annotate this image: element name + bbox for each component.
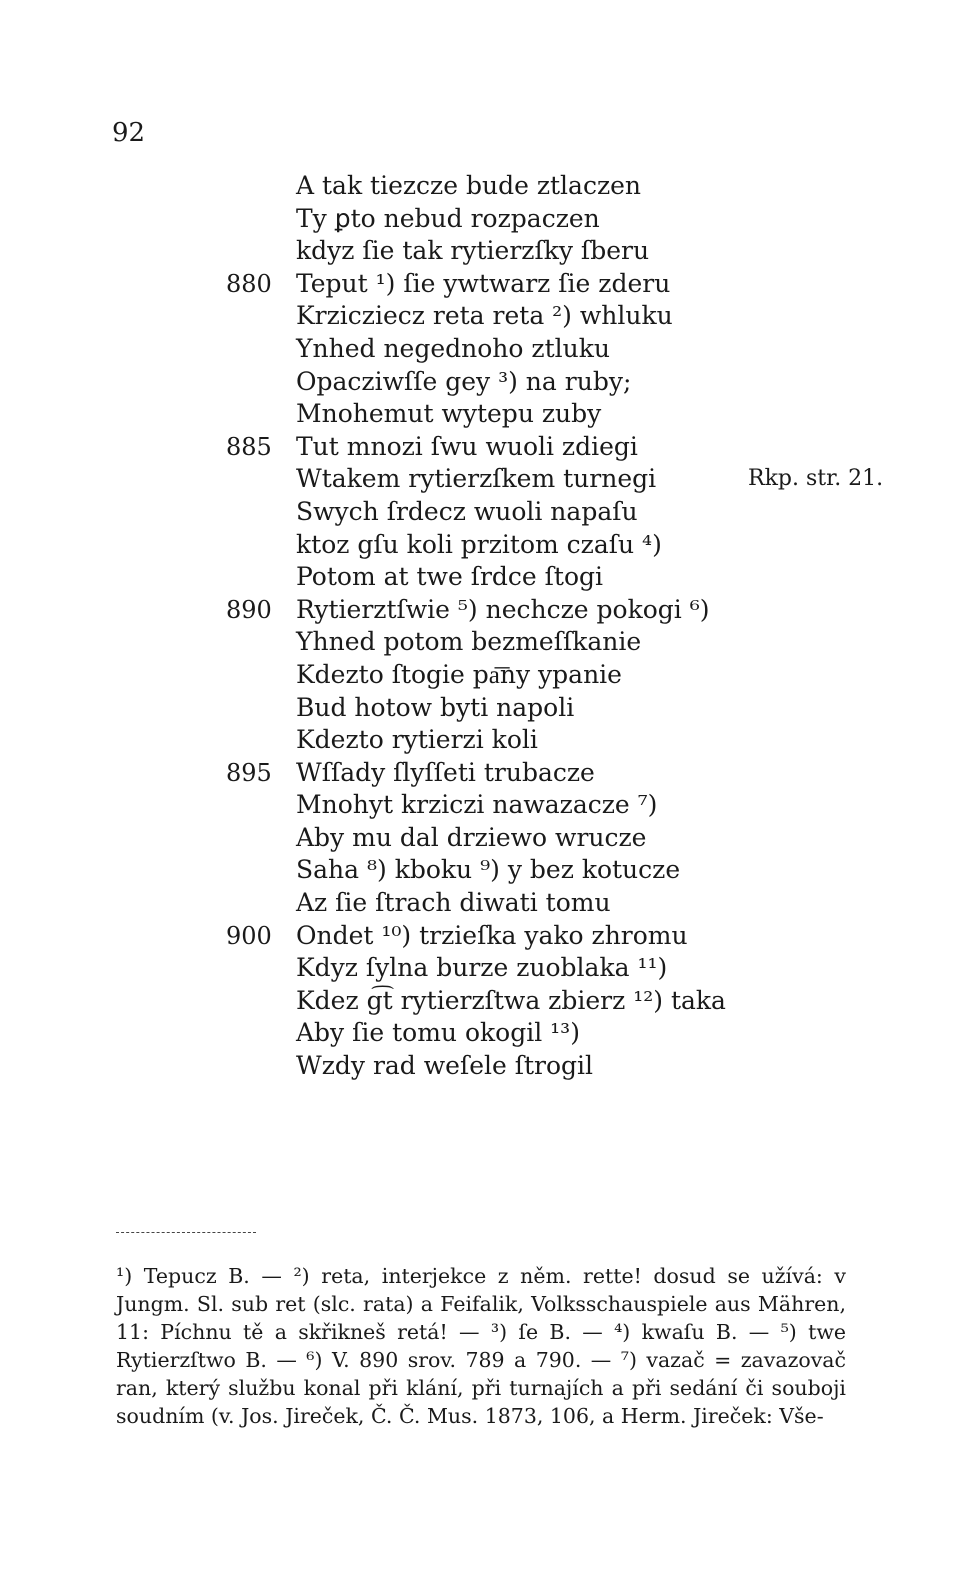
verse-text: Bud hotow byti napoli xyxy=(296,692,575,722)
verse-line xyxy=(0,1050,960,1083)
verse-number: 900 xyxy=(226,921,272,950)
footnote-block-2: ³) ſe B. — ⁴) kwaſu B. — ⁵) twe Rytierzſtwo B. — ⁶) V. 890 srov. 789 a 790. — ⁷) vazač = zavazovač ran, který službu konal při klání, při turnajích a při sedání či souboji soudním (v. Jos. Jireček, Č. Č. Mus. 1873, 106, a Herm. Jireček: Vše- xyxy=(116,1320,847,1428)
verse-text: Wzdy rad weſele ſtrogil xyxy=(296,1051,594,1081)
verse-number: 880 xyxy=(226,269,272,298)
verse-text: A tak tiezcze bude ztlaczen xyxy=(296,171,642,200)
verse-line xyxy=(0,398,960,431)
verse-text: Potom at twe ſrdce ſtogi xyxy=(296,562,603,592)
footnotes xyxy=(116,1262,846,1430)
verse-line xyxy=(0,854,960,887)
verse-line xyxy=(0,235,960,268)
verse-number: 895 xyxy=(226,758,272,787)
margin-note: Rkp. str. 21. xyxy=(748,466,884,492)
verse-line xyxy=(0,333,960,366)
verse-line xyxy=(0,594,960,627)
verse-text: Kdezto rytierzi koli xyxy=(296,725,538,755)
verse-line xyxy=(0,268,960,301)
verse-line xyxy=(0,985,960,1018)
verse-text: Kdez g͡t rytierzſtwa zbierz ¹²) taka xyxy=(296,985,726,1015)
verse-line xyxy=(0,170,960,203)
verse-line xyxy=(0,659,960,692)
page-number: 92 xyxy=(112,118,146,148)
verse-line xyxy=(0,366,960,399)
verse-line xyxy=(0,1017,960,1050)
footnote-block-1: ¹) Tepucz B. — ²) reta, interjekce z něm. rette! dosud se užívá: v Jungm. Sl. sub ret (slc. rata) a Feifalik, Volksschauspiele aus Mähren, 11: Píchnu tě a skřikneš retá! — xyxy=(116,1264,846,1344)
verse-text: ktoz gſu koli przitom czaſu ⁴) xyxy=(296,529,662,559)
verse-text: Mnohemut wytepu zuby xyxy=(296,399,602,429)
verse-line xyxy=(0,626,960,659)
verse-text: Ondet ¹⁰) trzieſka yako zhromu xyxy=(296,920,688,950)
verse-text: Wſſady ſlyſſeti trubacze xyxy=(296,757,595,787)
verse-text: Yhned potom bezmeſſkanie xyxy=(296,627,642,657)
verse-line xyxy=(0,463,960,496)
verse-text: Aby ſie tomu okogil ¹³) xyxy=(296,1018,580,1048)
verse-text: Tut mnozi ſwu wuoli zdiegi xyxy=(296,431,638,461)
verse-text: Saha ⁸) kboku ⁹) y bez kotucze xyxy=(296,855,681,885)
verse-text: Wtakem rytierzſkem turnegi xyxy=(296,464,657,494)
verse-text: Ty ꝑto nebud rozpaczen xyxy=(296,203,600,233)
verse-line xyxy=(0,920,960,953)
verse-text: Ynhed negednoho ztluku xyxy=(296,333,610,363)
verse-text: Mnohyt krziczi nawazacze ⁷) xyxy=(296,790,658,820)
verse-text: Krzicziecz reta reta ²) whluku xyxy=(296,301,673,331)
verse-line xyxy=(0,789,960,822)
verse-text: Kdyz ſylna burze zuoblaka ¹¹) xyxy=(296,953,668,983)
verse-text: Opacziwſſe gey ³) na ruby; xyxy=(296,366,632,396)
verse-line xyxy=(0,496,960,529)
verse-text: Teput ¹) ſie ywtwarz ſie zderu xyxy=(296,268,671,298)
verse-line xyxy=(0,203,960,236)
verse-line xyxy=(0,431,960,464)
verse-line xyxy=(0,300,960,333)
verse-number: 890 xyxy=(226,595,272,624)
verse-text: Kdezto ſtogie pa͞ny ypanie xyxy=(296,659,622,689)
verse-number: 885 xyxy=(226,432,272,461)
verse-line xyxy=(0,757,960,790)
verse-line xyxy=(0,952,960,985)
poem xyxy=(0,170,960,1083)
verse-text: Swych ſrdecz wuoli napaſu xyxy=(296,496,638,526)
verse-line xyxy=(0,724,960,757)
verse-text: Rytierztſwie ⁵) nechcze pokogi ⁶) xyxy=(296,594,710,624)
verse-line xyxy=(0,529,960,562)
verse-text: Aby mu dal drziewo wrucze xyxy=(296,822,647,852)
verse-line xyxy=(0,887,960,920)
verse-line xyxy=(0,692,960,725)
verse-line xyxy=(0,822,960,855)
footnote-separator xyxy=(116,1232,256,1233)
verse-line xyxy=(0,561,960,594)
verse-text: kdyz ſie tak rytierzſky ſberu xyxy=(296,236,650,266)
verse-text: Az ſie ſtrach diwati tomu xyxy=(296,888,611,918)
